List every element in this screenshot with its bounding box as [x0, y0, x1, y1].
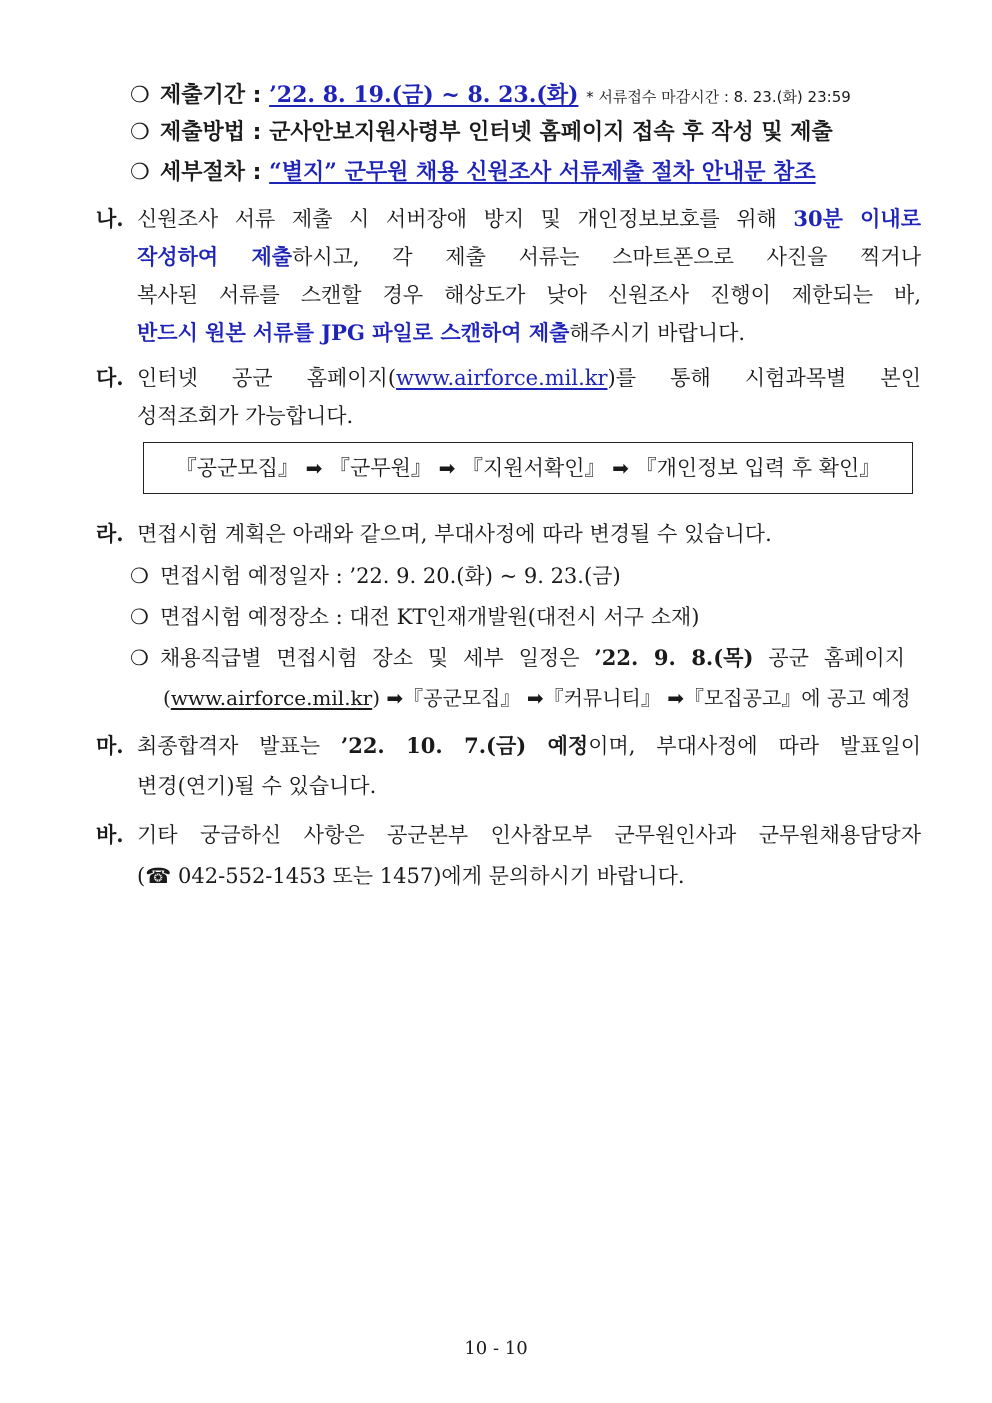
period-value: ’22. 8. 19.(금) ~ 8. 23.(화)	[269, 82, 579, 108]
na-line-2: 작성하여 제출하시고, 각 제출 서류는 스마트폰으로 사진을 찍거나	[137, 244, 921, 269]
ra-bullet-3-cont: (www.airforce.mil.kr) ➡『공군모집』 ➡『커뮤니티』 ➡『모집공고』에 공고 예정	[163, 686, 911, 710]
airforce-link[interactable]: www.airforce.mil.kr	[170, 686, 373, 710]
bullet-icon: ❍	[130, 83, 150, 108]
na-line-4: 반드시 원본 서류를 JPG 파일로 스캔하여 제출해주시기 바랍니다.	[137, 320, 746, 345]
ra-bullet-2: ❍ 면접시험 예정장소 : 대전 KT인재개발원(대전시 서구 소재)	[130, 602, 700, 632]
airforce-link[interactable]: www.airforce.mil.kr	[396, 366, 608, 390]
arrow-right-icon: ➡	[305, 456, 323, 480]
submission-method: ❍ 제출방법 : 군사안보지원사령부 인터넷 홈페이지 접속 후 작성 및 제출	[130, 117, 833, 148]
bullet-icon: ❍	[130, 160, 150, 185]
ba-line-2: (☎ 042-552-1453 또는 1457)에게 문의하시기 바랍니다.	[137, 864, 685, 888]
bullet-icon: ❍	[130, 564, 149, 588]
bullet-icon: ❍	[130, 120, 150, 145]
item-marker-ra: 라.	[96, 521, 124, 546]
item-marker-na: 나.	[96, 206, 124, 231]
bullet-icon: ❍	[130, 605, 149, 629]
bullet-icon: ❍	[130, 646, 149, 670]
arrow-right-icon: ➡	[526, 686, 544, 710]
item-marker-ba: 바.	[96, 822, 124, 847]
ba-line-1: 기타 궁금하신 사항은 공군본부 인사참모부 군무원인사과 군무원채용담당자	[137, 823, 921, 847]
page-number: 10 - 10	[464, 1338, 528, 1359]
method-value: 군사안보지원사령부 인터넷 홈페이지 접속 후 작성 및 제출	[269, 119, 833, 145]
arrow-right-icon: ➡	[612, 456, 629, 480]
navigation-path-box: 『공군모집』 ➡ 『군무원』 ➡ 『지원서확인』 ➡ 『개인정보 입력 후 확인』	[143, 442, 913, 494]
da-line-2: 성적조회가 가능합니다.	[137, 404, 354, 428]
arrow-right-icon: ➡	[386, 686, 404, 710]
detail-value[interactable]: “별지” 군무원 채용 신원조사 서류제출 절차 안내문 참조	[269, 159, 816, 185]
na-line-1: 신원조사 서류 제출 시 서버장애 방지 및 개인정보보호를 위해 30분 이내로	[137, 206, 921, 231]
phone-icon: ☎	[145, 864, 172, 888]
na-line-3: 복사된 서류를 스캔할 경우 해상도가 낮아 신원조사 진행이 제한되는 바,	[137, 283, 921, 307]
ra-line-1: 면접시험 계획은 아래와 같으며, 부대사정에 따라 변경될 수 있습니다.	[137, 522, 772, 546]
ra-bullet-1: ❍ 면접시험 예정일자 : ’22. 9. 20.(화) ~ 9. 23.(금)	[130, 561, 621, 591]
da-line-1: 인터넷 공군 홈페이지(www.airforce.mil.kr)를 통해 시험과목별 본인	[137, 366, 922, 390]
ma-line-2: 변경(연기)될 수 있습니다.	[137, 774, 377, 798]
item-marker-da: 다.	[96, 365, 124, 390]
arrow-right-icon: ➡	[667, 686, 684, 710]
period-note: * 서류접수 마감시간 : 8. 23.(화) 23:59	[586, 88, 851, 106]
arrow-right-icon: ➡	[438, 456, 456, 480]
item-marker-ma: 마.	[96, 733, 124, 758]
submission-period: ❍ 제출기간 : ’22. 8. 19.(금) ~ 8. 23.(화) * 서류접수 마감시간 : 8. 23.(화) 23:59	[130, 80, 851, 112]
submission-detail: ❍ 세부절차 : “별지” 군무원 채용 신원조사 서류제출 절차 안내문 참조	[130, 157, 816, 188]
ra-bullet-3: ❍ 채용직급별 면접시험 장소 및 세부 일정은 ’22. 9. 8.(목) 공군 홈페이지	[130, 643, 905, 673]
ma-line-1: 최종합격자 발표는 ’22. 10. 7.(금) 예정이며, 부대사정에 따라 발표일이	[137, 733, 922, 758]
